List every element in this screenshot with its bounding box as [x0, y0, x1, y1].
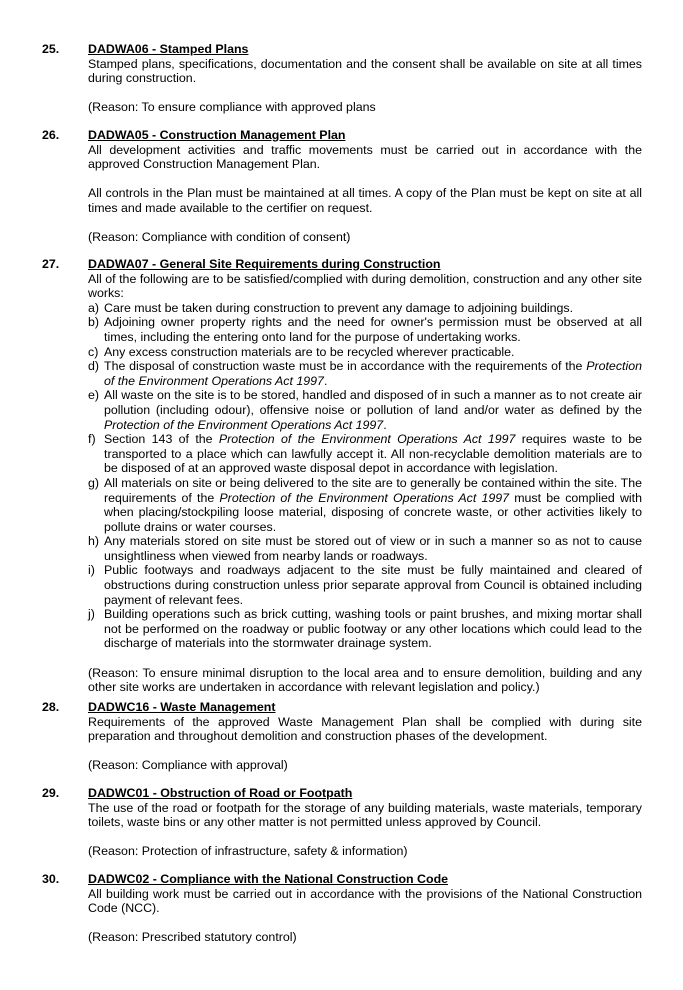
condition-reason: (Reason: Compliance with approval) — [88, 758, 288, 773]
act-reference: Protection of the Environment Operations Act 1997 — [104, 417, 384, 432]
list-item — [88, 301, 642, 316]
item-text: All waste on the site is to be stored, handled and disposed of in such a manner as to not create air pollution (including odour), offensive noise or pollution of land and/or water as defined by the — [104, 388, 642, 417]
list-item — [88, 534, 642, 563]
act-reference: Protection of the Environment Operations Act 1997 — [104, 359, 642, 388]
condition-title: DADWC16 - Waste Management — [88, 700, 276, 714]
condition-number: 28. — [42, 700, 60, 714]
item-text: The disposal of construction waste must be in accordance with the requirements of the — [104, 359, 587, 374]
requirements-list — [88, 301, 642, 651]
item-text: All materials on site or being delivered to the site are to generally be contained within the site. The requirements of the — [104, 475, 642, 505]
list-item — [88, 607, 642, 651]
item-text: Building operations such as brick cutting, washing tools or paint brushes, and mixing mortar shall not be performed on the roadway or public footway or any other locations which could lead to the discharge of materials into the stormwater drainage system. — [104, 607, 642, 651]
condition-reason: (Reason: To ensure compliance with approved plans — [88, 100, 376, 115]
condition-title: DADWA07 - General Site Requirements during Construction — [88, 257, 441, 271]
condition-body — [88, 257, 642, 695]
item-text: Any materials stored on site must be stored out of view or in such a manner so as not to cause unsightliness when viewed from nearby lands or roadways. — [104, 534, 642, 563]
item-label: e) — [88, 388, 100, 403]
item-text: Section 143 of the — [104, 432, 219, 447]
item-label: c) — [88, 344, 99, 359]
condition-reason: (Reason: Protection of infrastructure, safety & information) — [88, 844, 408, 859]
item-text: . — [383, 417, 387, 432]
item-label: h) — [88, 534, 100, 549]
condition-number: 26. — [42, 128, 60, 142]
list-item — [88, 388, 642, 432]
condition-number: 27. — [42, 257, 60, 271]
condition-title: DADWA05 - Construction Management Plan — [88, 128, 346, 142]
item-text: Adjoining owner property rights and the need for owner's permission must be observed at all times, including the entering onto land for the purpose of undertaking works. — [104, 315, 642, 344]
list-item — [88, 345, 642, 360]
condition-body — [88, 128, 642, 245]
item-text: requires waste to be transported to a place which can lawfully accept it. All non-recyclable demolition materials are to be disposed of at an approved waste disposal depot in accordance with legislation. — [104, 432, 642, 476]
condition-body — [88, 700, 642, 773]
item-label: f) — [88, 432, 96, 447]
condition-reason: (Reason: Compliance with condition of consent) — [88, 230, 351, 245]
item-label: j) — [88, 607, 95, 622]
list-item — [88, 476, 642, 534]
condition-paragraph: All controls in the Plan must be maintained at all times. A copy of the Plan must be kept on site at all times and made available to the certifier on request. — [88, 186, 642, 215]
list-item — [88, 432, 642, 476]
act-reference: Protection of the Environment Operations Act 1997 — [218, 432, 516, 447]
item-label: a) — [88, 300, 100, 315]
condition-body — [88, 786, 642, 859]
condition-number: 30. — [42, 872, 60, 886]
act-reference: Protection of the Environment Operations Act 1997 — [219, 490, 510, 505]
list-item — [88, 563, 642, 607]
condition-paragraph: All building work must be carried out in accordance with the provisions of the National Construction Code (NCC). — [88, 886, 642, 916]
condition-title: DADWC02 - Compliance with the National Construction Code — [88, 872, 449, 886]
condition-body — [88, 872, 642, 945]
condition-intro: All of the following are to be satisfied/complied with during demolition, construction and any other site works: — [88, 271, 642, 301]
list-item — [88, 315, 642, 344]
item-text: Any excess construction materials are to be recycled wherever practicable. — [104, 344, 515, 359]
item-label: d) — [88, 359, 100, 374]
condition-paragraph: The use of the road or footpath for the storage of any building materials, waste materials, temporary toilets, waste bins or any other matter is not permitted unless approved by Council. — [88, 800, 642, 830]
list-item — [88, 359, 642, 388]
condition-title: DADWC01 - Obstruction of Road or Footpath — [88, 786, 353, 800]
condition-paragraph: Stamped plans, specifications, documentation and the consent shall be available on site at all times during construction. — [88, 56, 642, 86]
item-label: i) — [88, 563, 95, 578]
condition-body — [88, 42, 642, 115]
condition-title: DADWA06 - Stamped Plans — [88, 42, 249, 56]
item-text: Public footways and roadways adjacent to the site must be fully maintained and cleared of obstructions during construction unless prior separate approval from Council is obtained including payment of relevant fees. — [104, 563, 642, 607]
item-text: Care must be taken during construction to prevent any damage to adjoining buildings. — [104, 300, 574, 315]
condition-number: 25. — [42, 42, 60, 56]
condition-reason: (Reason: To ensure minimal disruption to the local area and to ensure demolition, building and any other site works are undertaken in accordance with relevant legislation and policy.) — [88, 665, 642, 695]
item-text: must be complied with when placing/stockpiling loose material, disposing of concrete waste, or other activities likely to pollute drains or water courses. — [104, 490, 643, 534]
condition-number: 29. — [42, 786, 60, 800]
item-text: . — [323, 373, 328, 388]
condition-paragraph: Requirements of the approved Waste Management Plan shall be complied with during site preparation and throughout demolition and construction phases of the development. — [88, 714, 642, 744]
item-label: b) — [88, 315, 100, 330]
condition-reason: (Reason: Prescribed statutory control) — [88, 930, 297, 945]
item-label: g) — [88, 475, 100, 490]
condition-paragraph: All development activities and traffic movements must be carried out in accordance with the approved Construction Management Plan. — [88, 142, 642, 172]
